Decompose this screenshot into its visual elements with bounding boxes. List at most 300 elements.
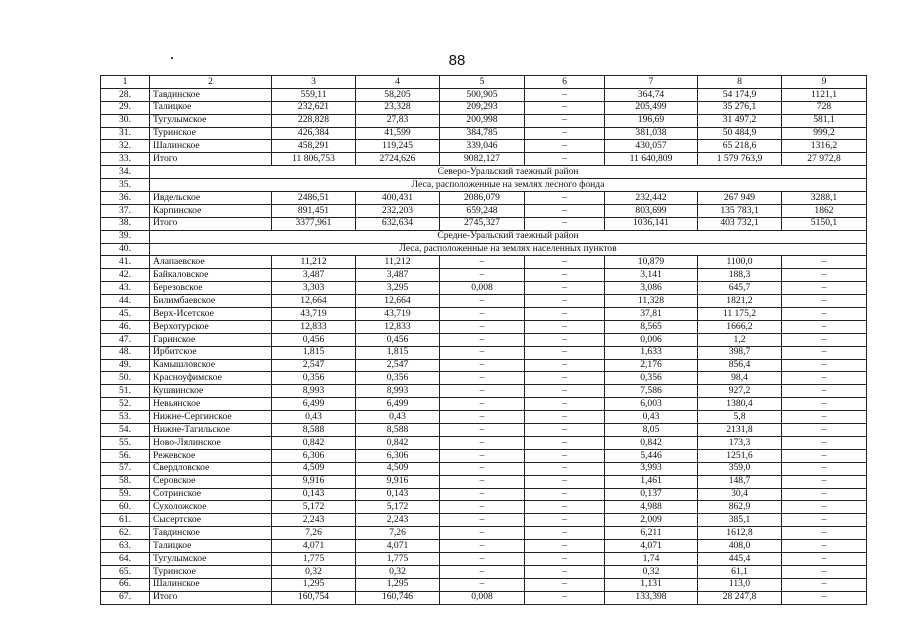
table-row (101, 320, 867, 333)
row-number-cell: 63. (101, 540, 150, 553)
value-cell: – (782, 269, 867, 282)
value-cell: 891,451 (272, 204, 356, 217)
value-cell: 9082,127 (440, 153, 525, 166)
value-cell: 5,8 (698, 411, 782, 424)
value-cell: 1036,141 (605, 217, 698, 230)
value-cell: 0,143 (272, 488, 356, 501)
value-cell: 9,916 (272, 475, 356, 488)
value-cell: 2,243 (272, 514, 356, 527)
value-cell: 4,509 (272, 462, 356, 475)
forestry-name-cell: Шалинское (150, 578, 272, 591)
value-cell: 408,0 (698, 540, 782, 553)
value-cell: 632,634 (356, 217, 440, 230)
forestry-name-cell: Режевское (150, 449, 272, 462)
value-cell: – (525, 398, 605, 411)
value-cell: – (525, 552, 605, 565)
value-cell: – (525, 153, 605, 166)
value-cell: 43,719 (356, 308, 440, 321)
row-number-cell: 48. (101, 346, 150, 359)
row-number-cell: 64. (101, 552, 150, 565)
value-cell: 27 972,8 (782, 153, 867, 166)
value-cell: – (525, 256, 605, 269)
value-cell: – (440, 436, 525, 449)
value-cell: 581,1 (782, 114, 867, 127)
table-row (101, 527, 867, 540)
table-row (101, 372, 867, 385)
value-cell: – (782, 372, 867, 385)
value-cell: – (525, 308, 605, 321)
value-cell: 2,009 (605, 514, 698, 527)
forestry-name-cell: Свердловское (150, 462, 272, 475)
forestry-name-cell: Тавдинское (150, 527, 272, 540)
value-cell: 8,993 (356, 385, 440, 398)
value-cell: 160,754 (272, 591, 356, 604)
value-cell: 148,7 (698, 475, 782, 488)
value-cell: 54 174,9 (698, 88, 782, 101)
value-cell: – (525, 101, 605, 114)
value-cell: – (440, 256, 525, 269)
value-cell: – (525, 436, 605, 449)
table-row (101, 88, 867, 101)
row-number-cell: 46. (101, 320, 150, 333)
section-row (101, 179, 867, 192)
value-cell: 1,2 (698, 333, 782, 346)
row-number-cell: 56. (101, 449, 150, 462)
value-cell: 1,775 (356, 552, 440, 565)
row-number-cell: 55. (101, 436, 150, 449)
table-row (101, 127, 867, 140)
column-number-cell: 2 (150, 76, 272, 89)
value-cell: – (525, 578, 605, 591)
forestry-name-cell: Туринское (150, 127, 272, 140)
value-cell: 5,172 (272, 501, 356, 514)
value-cell: 2486,51 (272, 192, 356, 205)
value-cell: 1,633 (605, 346, 698, 359)
row-number-cell: 47. (101, 333, 150, 346)
row-number-cell: 28. (101, 88, 150, 101)
value-cell: – (525, 591, 605, 604)
value-cell: – (525, 527, 605, 540)
table-row (101, 462, 867, 475)
value-cell: 2,547 (356, 359, 440, 372)
table-row (101, 204, 867, 217)
value-cell: 8,565 (605, 320, 698, 333)
value-cell: 12,833 (356, 320, 440, 333)
row-number-cell: 40. (101, 243, 150, 256)
value-cell: 4,071 (356, 540, 440, 553)
row-number-cell: 42. (101, 269, 150, 282)
value-cell: – (782, 333, 867, 346)
value-cell: 5,446 (605, 449, 698, 462)
section-row (101, 230, 867, 243)
value-cell: – (782, 320, 867, 333)
forestry-name-cell: Туринское (150, 565, 272, 578)
row-number-cell: 37. (101, 204, 150, 217)
row-number-cell: 66. (101, 578, 150, 591)
value-cell: 0,356 (272, 372, 356, 385)
value-cell: – (440, 488, 525, 501)
value-cell: 6,499 (272, 398, 356, 411)
value-cell: – (440, 424, 525, 437)
value-cell: 232,442 (605, 192, 698, 205)
forestry-name-cell: Ново-Лялинское (150, 436, 272, 449)
value-cell: 2086,079 (440, 192, 525, 205)
value-cell: – (440, 411, 525, 424)
value-cell: – (440, 346, 525, 359)
value-cell: 559,11 (272, 88, 356, 101)
value-cell: – (525, 462, 605, 475)
column-number-cell: 5 (440, 76, 525, 89)
value-cell: 7,26 (356, 527, 440, 540)
column-number-cell: 7 (605, 76, 698, 89)
value-cell: 659,248 (440, 204, 525, 217)
forest-data-table (100, 75, 867, 605)
value-cell: 11 640,809 (605, 153, 698, 166)
value-cell: 6,306 (356, 449, 440, 462)
value-cell: 8,588 (356, 424, 440, 437)
value-cell: 426,384 (272, 127, 356, 140)
value-cell: – (782, 385, 867, 398)
value-cell: 267 949 (698, 192, 782, 205)
row-number-cell: 54. (101, 424, 150, 437)
value-cell: 173,3 (698, 436, 782, 449)
forestry-name-cell: Сысертское (150, 514, 272, 527)
value-cell: 28 247,8 (698, 591, 782, 604)
value-cell: 11 175,2 (698, 308, 782, 321)
value-cell: – (782, 436, 867, 449)
table-row (101, 217, 867, 230)
value-cell: 11 806,753 (272, 153, 356, 166)
value-cell: 41,599 (356, 127, 440, 140)
forestry-name-cell: Байкаловское (150, 269, 272, 282)
forestry-name-cell: Ирбитское (150, 346, 272, 359)
value-cell: 364,74 (605, 88, 698, 101)
column-number-row (101, 76, 867, 89)
value-cell: – (525, 359, 605, 372)
row-number-cell: 36. (101, 192, 150, 205)
value-cell: – (525, 282, 605, 295)
row-number-cell: 57. (101, 462, 150, 475)
section-row (101, 166, 867, 179)
forestry-name-cell: Сухоложское (150, 501, 272, 514)
value-cell: 2131,8 (698, 424, 782, 437)
value-cell: 430,057 (605, 140, 698, 153)
table-row (101, 256, 867, 269)
row-number-cell: 38. (101, 217, 150, 230)
section-row (101, 243, 867, 256)
value-cell: 37,81 (605, 308, 698, 321)
value-cell: 927,2 (698, 385, 782, 398)
value-cell: 856,4 (698, 359, 782, 372)
value-cell: 196,69 (605, 114, 698, 127)
forestry-name-cell: Тугулымское (150, 114, 272, 127)
table-row (101, 385, 867, 398)
table-row (101, 398, 867, 411)
forestry-name-cell: Нижне-Сергинское (150, 411, 272, 424)
forestry-name-cell: Талицкое (150, 540, 272, 553)
forestry-name-cell: Верхотурское (150, 320, 272, 333)
value-cell: 4,071 (272, 540, 356, 553)
value-cell: 7,26 (272, 527, 356, 540)
value-cell: 2,176 (605, 359, 698, 372)
value-cell: 3,487 (272, 269, 356, 282)
table-row (101, 488, 867, 501)
table-row (101, 101, 867, 114)
row-number-cell: 29. (101, 101, 150, 114)
value-cell: 445,4 (698, 552, 782, 565)
value-cell: – (782, 488, 867, 501)
forestry-name-cell: Ивдельское (150, 192, 272, 205)
value-cell: – (782, 540, 867, 553)
value-cell: – (525, 88, 605, 101)
forestry-name-cell: Верх-Исетское (150, 308, 272, 321)
forestry-name-cell: Красноуфимское (150, 372, 272, 385)
value-cell: 1862 (782, 204, 867, 217)
table-row (101, 346, 867, 359)
row-number-cell: 33. (101, 153, 150, 166)
value-cell: 2,243 (356, 514, 440, 527)
value-cell: 228,828 (272, 114, 356, 127)
row-number-cell: 58. (101, 475, 150, 488)
table-row (101, 153, 867, 166)
row-number-cell: 60. (101, 501, 150, 514)
value-cell: – (525, 204, 605, 217)
value-cell: 8,993 (272, 385, 356, 398)
value-cell: 1612,8 (698, 527, 782, 540)
value-cell: – (782, 411, 867, 424)
value-cell: 500,905 (440, 88, 525, 101)
value-cell: – (525, 269, 605, 282)
row-number-cell: 53. (101, 411, 150, 424)
value-cell: 1,295 (272, 578, 356, 591)
row-number-cell: 67. (101, 591, 150, 604)
table-row (101, 565, 867, 578)
forestry-name-cell: Невьянское (150, 398, 272, 411)
value-cell: – (440, 501, 525, 514)
value-cell: – (440, 269, 525, 282)
value-cell: – (525, 385, 605, 398)
value-cell: 43,719 (272, 308, 356, 321)
value-cell: – (782, 591, 867, 604)
value-cell: – (782, 449, 867, 462)
value-cell: – (440, 514, 525, 527)
row-number-cell: 31. (101, 127, 150, 140)
value-cell: 61,1 (698, 565, 782, 578)
table-row (101, 333, 867, 346)
value-cell: – (782, 295, 867, 308)
table-row (101, 424, 867, 437)
value-cell: 1,461 (605, 475, 698, 488)
row-number-cell: 62. (101, 527, 150, 540)
value-cell: 6,306 (272, 449, 356, 462)
value-cell: – (440, 333, 525, 346)
value-cell: – (525, 114, 605, 127)
column-number-cell: 1 (101, 76, 150, 89)
table-row (101, 540, 867, 553)
value-cell: 0,356 (605, 372, 698, 385)
value-cell: 0,43 (605, 411, 698, 424)
value-cell: 1,815 (356, 346, 440, 359)
column-number-cell: 8 (698, 76, 782, 89)
value-cell: 35 276,1 (698, 101, 782, 114)
value-cell: 4,509 (356, 462, 440, 475)
table-row (101, 475, 867, 488)
value-cell: 1,131 (605, 578, 698, 591)
value-cell: – (525, 192, 605, 205)
value-cell: 2,547 (272, 359, 356, 372)
value-cell: 1100,0 (698, 256, 782, 269)
value-cell: 1821,2 (698, 295, 782, 308)
forestry-name-cell: Тугулымское (150, 552, 272, 565)
table-row (101, 411, 867, 424)
value-cell: 339,046 (440, 140, 525, 153)
value-cell: 3,141 (605, 269, 698, 282)
value-cell: 0,456 (356, 333, 440, 346)
value-cell: 9,916 (356, 475, 440, 488)
value-cell: – (525, 140, 605, 153)
value-cell: 1,815 (272, 346, 356, 359)
value-cell: 1 579 763,9 (698, 153, 782, 166)
value-cell: 27,83 (356, 114, 440, 127)
value-cell: 359,0 (698, 462, 782, 475)
table-row (101, 436, 867, 449)
value-cell: – (440, 565, 525, 578)
value-cell: 4,988 (605, 501, 698, 514)
value-cell: – (525, 488, 605, 501)
forestry-name-cell: Билимбаевское (150, 295, 272, 308)
value-cell: – (440, 398, 525, 411)
value-cell: – (525, 540, 605, 553)
value-cell: 0,008 (440, 591, 525, 604)
row-number-cell: 52. (101, 398, 150, 411)
value-cell: – (525, 449, 605, 462)
value-cell: 135 783,1 (698, 204, 782, 217)
row-number-cell: 32. (101, 140, 150, 153)
value-cell: – (525, 475, 605, 488)
value-cell: – (782, 346, 867, 359)
value-cell: 803,699 (605, 204, 698, 217)
value-cell: – (440, 578, 525, 591)
value-cell: – (440, 372, 525, 385)
value-cell: 6,499 (356, 398, 440, 411)
row-number-cell: 45. (101, 308, 150, 321)
value-cell: 1380,4 (698, 398, 782, 411)
value-cell: 7,586 (605, 385, 698, 398)
row-number-cell: 49. (101, 359, 150, 372)
value-cell: – (782, 308, 867, 321)
forestry-name-cell: Гаринское (150, 333, 272, 346)
value-cell: 30,4 (698, 488, 782, 501)
value-cell: 3,086 (605, 282, 698, 295)
value-cell: 133,398 (605, 591, 698, 604)
value-cell: 50 484,9 (698, 127, 782, 140)
value-cell: 23,328 (356, 101, 440, 114)
table-row (101, 591, 867, 604)
value-cell: 400,431 (356, 192, 440, 205)
value-cell: 398,7 (698, 346, 782, 359)
value-cell: 10,879 (605, 256, 698, 269)
value-cell: 0,32 (272, 565, 356, 578)
table-row (101, 114, 867, 127)
value-cell: 1121,1 (782, 88, 867, 101)
row-number-cell: 59. (101, 488, 150, 501)
value-cell: 232,203 (356, 204, 440, 217)
table-row (101, 552, 867, 565)
value-cell: – (525, 565, 605, 578)
value-cell: 999,2 (782, 127, 867, 140)
page-number: 88 (448, 52, 466, 69)
value-cell: 31 497,2 (698, 114, 782, 127)
row-number-cell: 44. (101, 295, 150, 308)
forestry-name-cell: Березовское (150, 282, 272, 295)
value-cell: 58,205 (356, 88, 440, 101)
value-cell: – (782, 527, 867, 540)
value-cell: 0,32 (356, 565, 440, 578)
value-cell: 1,74 (605, 552, 698, 565)
value-cell: 188,3 (698, 269, 782, 282)
value-cell: – (782, 475, 867, 488)
value-cell: – (782, 398, 867, 411)
row-number-cell: 61. (101, 514, 150, 527)
value-cell: 0,842 (605, 436, 698, 449)
value-cell: – (525, 320, 605, 333)
value-cell: – (782, 256, 867, 269)
value-cell: – (782, 462, 867, 475)
forestry-name-cell: Сотринское (150, 488, 272, 501)
value-cell: 12,833 (272, 320, 356, 333)
section-heading-cell: Леса, расположенные на землях населенных пунктов (150, 243, 867, 256)
forestry-name-cell: Камышловское (150, 359, 272, 372)
column-number-cell: 3 (272, 76, 356, 89)
value-cell: – (782, 565, 867, 578)
value-cell: 862,9 (698, 501, 782, 514)
value-cell: 728 (782, 101, 867, 114)
row-number-cell: 50. (101, 372, 150, 385)
section-heading-cell: Леса, расположенные на землях лесного фонда (150, 179, 867, 192)
value-cell: 209,293 (440, 101, 525, 114)
value-cell: – (525, 127, 605, 140)
value-cell: 6,211 (605, 527, 698, 540)
value-cell: – (440, 308, 525, 321)
value-cell: – (525, 333, 605, 346)
value-cell: – (782, 514, 867, 527)
value-cell: 0,008 (440, 282, 525, 295)
value-cell: – (782, 501, 867, 514)
column-number-cell: 4 (356, 76, 440, 89)
table-row (101, 359, 867, 372)
value-cell: 2724,626 (356, 153, 440, 166)
value-cell: – (525, 217, 605, 230)
value-cell: 0,32 (605, 565, 698, 578)
value-cell: – (782, 578, 867, 591)
value-cell: – (440, 527, 525, 540)
value-cell: – (440, 320, 525, 333)
value-cell: 3288,1 (782, 192, 867, 205)
value-cell: – (440, 295, 525, 308)
value-cell: – (440, 552, 525, 565)
forestry-name-cell: Итого (150, 217, 272, 230)
value-cell: – (525, 346, 605, 359)
value-cell: – (782, 552, 867, 565)
value-cell: 3,295 (356, 282, 440, 295)
table-row (101, 578, 867, 591)
value-cell: – (782, 424, 867, 437)
row-number-cell: 34. (101, 166, 150, 179)
value-cell: 65 218,6 (698, 140, 782, 153)
forestry-name-cell: Серовское (150, 475, 272, 488)
value-cell: – (782, 359, 867, 372)
value-cell: 232,621 (272, 101, 356, 114)
